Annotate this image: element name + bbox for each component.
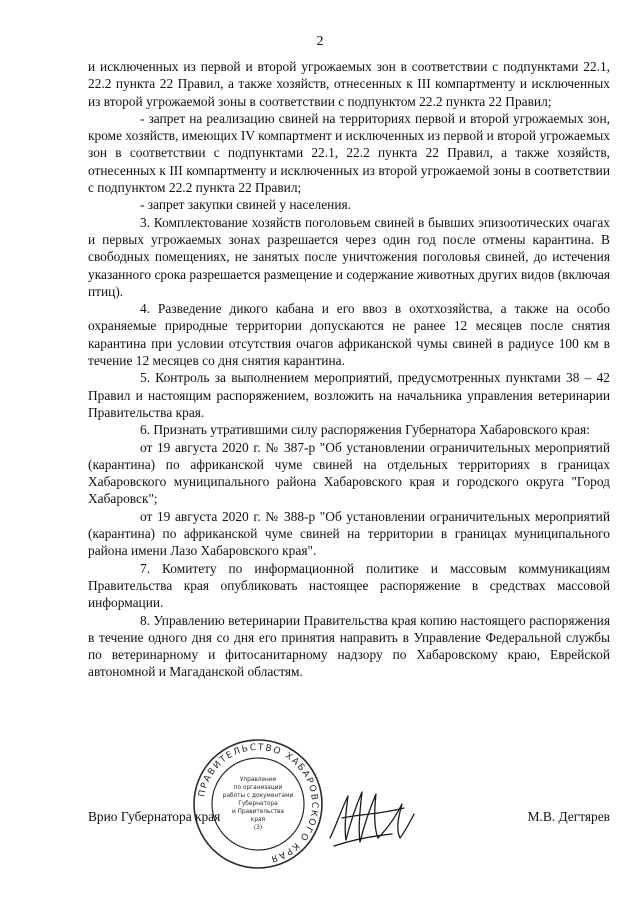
- handwritten-signature: [322, 778, 422, 858]
- stamp-line: края: [250, 817, 266, 823]
- stamp-line: Губернатора: [238, 801, 278, 807]
- paragraph-item-5: 5. Контроль за выполнением мероприятий, предусмотренных пунктами 38 – 42 Правил и настоящим распоряжением, возложить на начальника управления ветеринарии Правительства края.: [88, 370, 610, 420]
- document-body: [88, 58, 610, 681]
- paragraph-continuation: и исключенных из первой и второй угрожаемых зон в соответствии с подпунктами 22.1, 22.2 пункта 22 Правил, а также хозяйств, отнесенных к III компартменту и исключенных из второй угрожаемой зоны в соответствии с подпунктом 22.2 пункта 22 Правил;: [88, 59, 610, 109]
- signatory-position: Врио Губернатора края: [88, 809, 221, 824]
- paragraph-sale-ban: - запрет на реализацию свиней на территориях первой и второй угрожаемых зон, кроме хозяйств, имеющих IV компартмент и исключенных из первой и второй угрожаемых зон в соответствии с подпунктами 22.1, 22.2 пункта 22 Правил, а также хозяйств, отнесенных к III компартменту и исключенных из второй угрожаемой зоны в соответствии с подпунктом 22.2 пункта 22 Правил;: [88, 110, 610, 196]
- stamp-ring-text: ПРАВИТЕЛЬСТВО ХАБАРОВСКОГО КРАЯ: [197, 742, 320, 864]
- stamp-line: по организации: [233, 785, 283, 791]
- paragraph-item-8: 8. Управлению ветеринарии Правительства края копию настоящего распоряжения в течение одного дня со дня его принятия направить в Управление Федеральной службы по ветеринарному и фитосанитарному надзору по Хабаровскому краю, Еврейской автономной и Магаданской областям.: [88, 612, 610, 680]
- stamp-line: (3): [253, 825, 263, 831]
- paragraph-item-4: 4. Разведение дикого кабана и его ввоз в охотхозяйства, а также на особо охраняемые природные территории допускаются не ранее 12 месяцев после снятия карантина при условии отсутствия очагов африканской чумы свиней в радиусе 100 км в течение 12 месяцев со дня снятия карантина.: [88, 301, 610, 369]
- paragraph-item-3: 3. Комплектование хозяйств поголовьем свиней в бывших эпизоотических очагах и первых угрожаемых зонах разрешается через один год после отмены карантина. В свободных помещениях, не занятых после уничтожения поголовья свиней, до истечения указанного срока разрешается размещение и содержание животных других видов (включая птиц).: [88, 214, 610, 299]
- paragraph-purchase-ban: - запрет закупки свиней у населения.: [140, 197, 352, 213]
- paragraph-order-388: от 19 августа 2020 г. № 388-р "Об установлении ограничительных мероприятий (карантина) по африканской чуме свиней на территории в границах муниципального района имени Лазо Хабаровского края".: [88, 508, 610, 559]
- paragraph-item-6: 6. Признать утратившими силу распоряжения Губернатора Хабаровского края:: [140, 422, 590, 438]
- paragraph-item-7: 7. Комитету по информационной политике и массовым коммуникациям Правительства края опубликовать настоящее распоряжение в средствах массовой информации.: [88, 560, 610, 611]
- official-stamp: [191, 737, 325, 871]
- signatory-name: М.В. Дегтярев: [527, 809, 610, 824]
- stamp-line: Управление: [239, 777, 277, 783]
- stamp-line: и Правительства: [232, 809, 284, 815]
- paragraph-order-387: от 19 августа 2020 г. № 387-р "Об установлении ограничительных мероприятий (карантина) по африканской чуме свиней на отдельных территориях в границах Хабаровского муниципального района Хабаровского края и городского округа "Город Хабаровск";: [88, 439, 610, 507]
- stamp-line: работы с документами: [222, 793, 294, 799]
- page-number: 2: [316, 34, 324, 49]
